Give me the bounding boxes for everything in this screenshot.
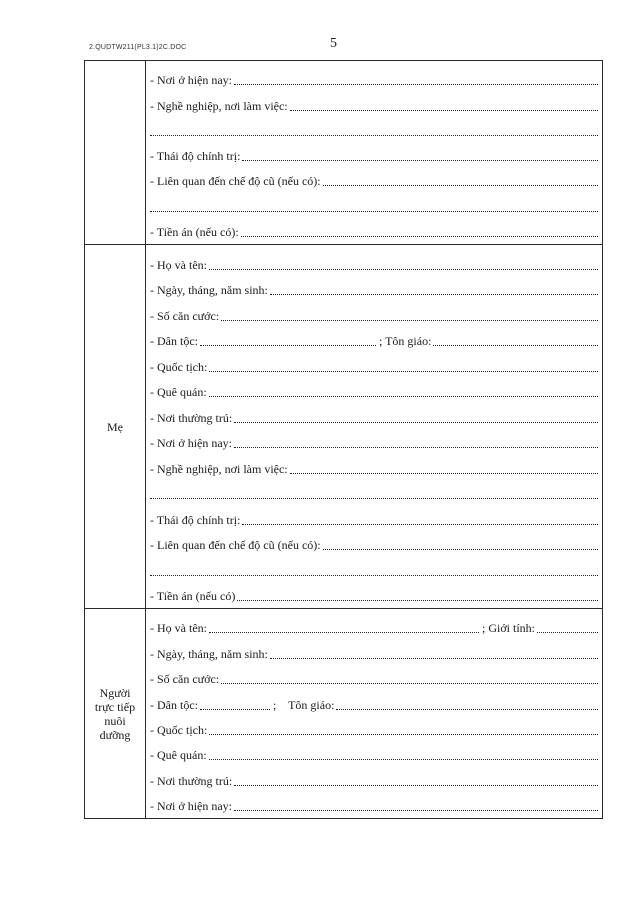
field-id-number[interactable] bbox=[150, 300, 598, 326]
section-fields bbox=[146, 245, 603, 609]
field-current-residence[interactable] bbox=[150, 428, 598, 454]
document-code: 2.QUDTW211(PL3.1)2C.DOC bbox=[89, 44, 187, 51]
field-occupation-workplace[interactable] bbox=[150, 453, 598, 479]
field-label: - Nghề nghiệp, nơi làm việc: bbox=[150, 461, 288, 476]
fill-line[interactable] bbox=[270, 658, 598, 659]
fill-line[interactable] bbox=[150, 498, 598, 499]
field-label: - Dân tộc: bbox=[150, 334, 198, 349]
field-label: - Liên quan đến chế độ cũ (nếu có): bbox=[150, 538, 321, 553]
field-permanent-residence[interactable] bbox=[150, 402, 598, 428]
field-current-residence[interactable] bbox=[150, 791, 598, 816]
fill-line[interactable] bbox=[241, 236, 598, 237]
field-label: - Quê quán: bbox=[150, 385, 207, 400]
field-label-secondary: ; Tôn giáo: bbox=[378, 334, 432, 349]
field-nationality[interactable] bbox=[150, 351, 598, 377]
fill-line[interactable] bbox=[209, 734, 598, 735]
field-label: - Tiền án (nếu có): bbox=[150, 225, 239, 240]
field-label: - Họ và tên: bbox=[150, 621, 207, 636]
fill-line[interactable] bbox=[221, 320, 598, 321]
field-label-secondary: ; Tôn giáo: bbox=[272, 697, 335, 712]
fill-line[interactable] bbox=[234, 422, 598, 423]
field-label: - Ngày, tháng, năm sinh: bbox=[150, 283, 268, 298]
section-fields bbox=[146, 609, 603, 819]
field-occupation-continuation[interactable] bbox=[150, 479, 598, 505]
field-criminal-record[interactable] bbox=[150, 217, 598, 242]
fill-line[interactable] bbox=[290, 110, 598, 111]
fill-line[interactable] bbox=[242, 160, 598, 161]
fill-line[interactable] bbox=[537, 632, 598, 633]
fill-line[interactable] bbox=[209, 396, 598, 397]
field-occupation-continuation[interactable] bbox=[150, 116, 598, 141]
field-label: - Tiền án (nếu có) bbox=[150, 589, 236, 604]
fill-line[interactable] bbox=[221, 683, 598, 684]
field-label: - Thái độ chính trị: bbox=[150, 512, 241, 527]
field-permanent-residence[interactable] bbox=[150, 765, 598, 790]
fill-line[interactable] bbox=[234, 447, 598, 448]
field-label: - Họ và tên: bbox=[150, 257, 207, 272]
fill-line[interactable] bbox=[270, 294, 598, 295]
fill-line[interactable] bbox=[290, 473, 598, 474]
field-label: - Nghề nghiệp, nơi làm việc: bbox=[150, 98, 288, 113]
field-label: - Nơi ở hiện nay: bbox=[150, 799, 233, 814]
field-label: - Quốc tịch: bbox=[150, 723, 208, 738]
field-current-residence[interactable] bbox=[150, 65, 598, 90]
fill-line[interactable] bbox=[237, 600, 598, 601]
field-ethnicity-religion[interactable] bbox=[150, 326, 598, 352]
fill-line[interactable] bbox=[150, 575, 598, 576]
field-label: - Dân tộc: bbox=[150, 697, 198, 712]
fill-line[interactable] bbox=[323, 185, 598, 186]
fill-line[interactable] bbox=[209, 371, 598, 372]
field-date-of-birth[interactable] bbox=[150, 275, 598, 301]
field-label: - Nơi ở hiện nay: bbox=[150, 436, 233, 451]
fill-line[interactable] bbox=[209, 632, 479, 633]
field-old-regime-continuation[interactable] bbox=[150, 191, 598, 216]
field-label: - Nơi thường trú: bbox=[150, 773, 233, 788]
field-label: - Nơi ở hiện nay: bbox=[150, 73, 233, 88]
fill-line[interactable] bbox=[200, 345, 376, 346]
field-label: - Số căn cước: bbox=[150, 308, 220, 323]
field-label: - Quê quán: bbox=[150, 748, 207, 763]
fill-line[interactable] bbox=[234, 810, 598, 811]
field-nationality[interactable] bbox=[150, 715, 598, 740]
fill-line[interactable] bbox=[200, 709, 270, 710]
field-hometown[interactable] bbox=[150, 740, 598, 765]
fill-line[interactable] bbox=[209, 759, 598, 760]
field-label-secondary: ; Giới tính: bbox=[481, 621, 535, 636]
field-label: - Quốc tịch: bbox=[150, 359, 208, 374]
field-label: - Liên quan đến chế độ cũ (nếu có): bbox=[150, 174, 321, 189]
section-label bbox=[85, 61, 146, 245]
section-label-mother: Mẹ bbox=[85, 245, 146, 609]
fill-line[interactable] bbox=[242, 524, 598, 525]
section-label-guardian: Người trực tiếp nuôi dưỡng bbox=[85, 609, 146, 819]
fill-line[interactable] bbox=[336, 709, 598, 710]
fill-line[interactable] bbox=[150, 211, 598, 212]
fill-line[interactable] bbox=[209, 269, 598, 270]
fill-line[interactable] bbox=[234, 785, 598, 786]
field-old-regime-relation[interactable] bbox=[150, 166, 598, 191]
field-hometown[interactable] bbox=[150, 377, 598, 403]
section-mother bbox=[85, 245, 603, 609]
field-label: - Số căn cước: bbox=[150, 672, 220, 687]
fill-line[interactable] bbox=[433, 345, 598, 346]
field-full-name-gender[interactable] bbox=[150, 613, 598, 638]
page-number: 5 bbox=[330, 36, 337, 51]
personal-info-form-table bbox=[84, 60, 603, 819]
field-old-regime-relation[interactable] bbox=[150, 530, 598, 556]
section-fields bbox=[146, 61, 603, 245]
field-label: - Ngày, tháng, năm sinh: bbox=[150, 646, 268, 661]
fill-line[interactable] bbox=[234, 84, 598, 85]
field-label: - Thái độ chính trị: bbox=[150, 149, 241, 164]
field-full-name[interactable] bbox=[150, 249, 598, 275]
fill-line[interactable] bbox=[323, 549, 598, 550]
field-occupation-workplace[interactable] bbox=[150, 90, 598, 115]
field-political-attitude[interactable] bbox=[150, 141, 598, 166]
field-ethnicity-religion[interactable] bbox=[150, 689, 598, 714]
field-label: - Nơi thường trú: bbox=[150, 410, 233, 425]
field-id-number[interactable] bbox=[150, 664, 598, 689]
field-date-of-birth[interactable] bbox=[150, 638, 598, 663]
section-guardian bbox=[85, 609, 603, 819]
field-old-regime-continuation[interactable] bbox=[150, 555, 598, 581]
field-criminal-record[interactable] bbox=[150, 581, 598, 607]
section-father-continued bbox=[85, 61, 603, 245]
field-political-attitude[interactable] bbox=[150, 504, 598, 530]
fill-line[interactable] bbox=[150, 135, 598, 136]
